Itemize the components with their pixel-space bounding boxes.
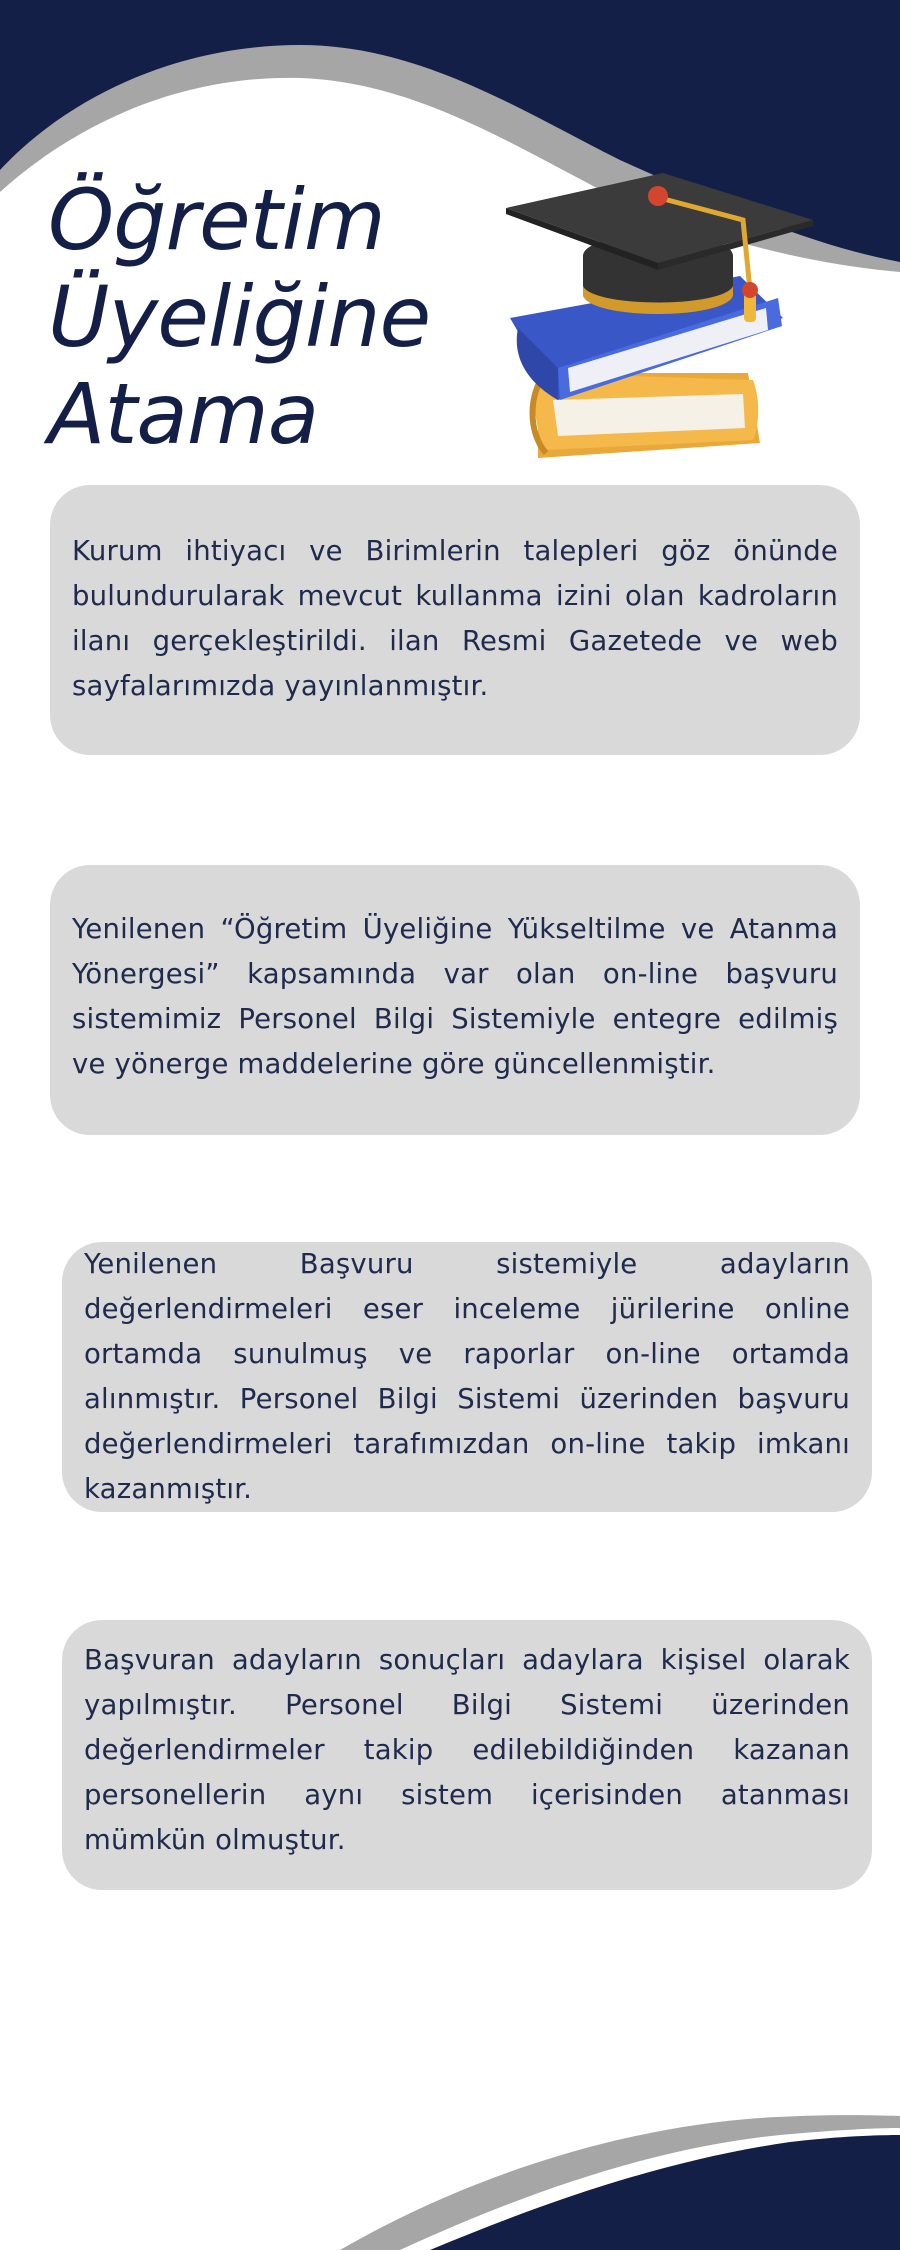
info-card-2 [50,865,860,1135]
info-card-1-text: Kurum ihtiyacı ve Birimlerin talepleri göz önünde bulundurularak mevcut kullanma izini olan kadroların ilanı gerçekleştirildi. ilan Resmi Gazetede ve web sayfalarımızda yayınlanmıştır. [72,535,838,702]
title-line-2: Üyeliğine [48,268,431,366]
info-card-4-text: Başvuran adayların sonuçları adaylara kişisel olarak yapılmıştır. Personel Bilgi Sistemi üzerinden değerlendirmeler takip edilebildiğinden kazanan personellerin aynı sistem içerisinden atanması mümkün olmuştur. [84,1644,850,1856]
title-line-1: Öğretim [48,171,385,269]
info-card-1 [50,485,860,755]
graduation-cap-on-books-icon [498,168,818,468]
info-card-2-text: Yenilenen “Öğretim Üyeliğine Yükseltilme ve Atanma Yönergesi” kapsamında var olan on-line başvuru sistemimiz Personel Bilgi Sistemiyle entegre edilmiş ve yönerge maddelerine göre güncellenmiştir. [72,913,838,1080]
bottom-wave-decoration [0,2080,900,2250]
page-title [48,172,430,463]
info-card-4 [62,1620,872,1890]
title-line-3: Atama [48,365,319,463]
info-card-3 [62,1242,872,1512]
info-card-3-text: Yenilenen Başvuru sistemiyle adayların değerlendirmeleri eser inceleme jürilerine online ortamda sunulmuş ve raporlar on-line ortamda alınmıştır. Personel Bilgi Sistemi üzerinden başvuru değerlendirmeleri tarafımızdan on-line takip imkanı kazanmıştır. [84,1248,850,1505]
